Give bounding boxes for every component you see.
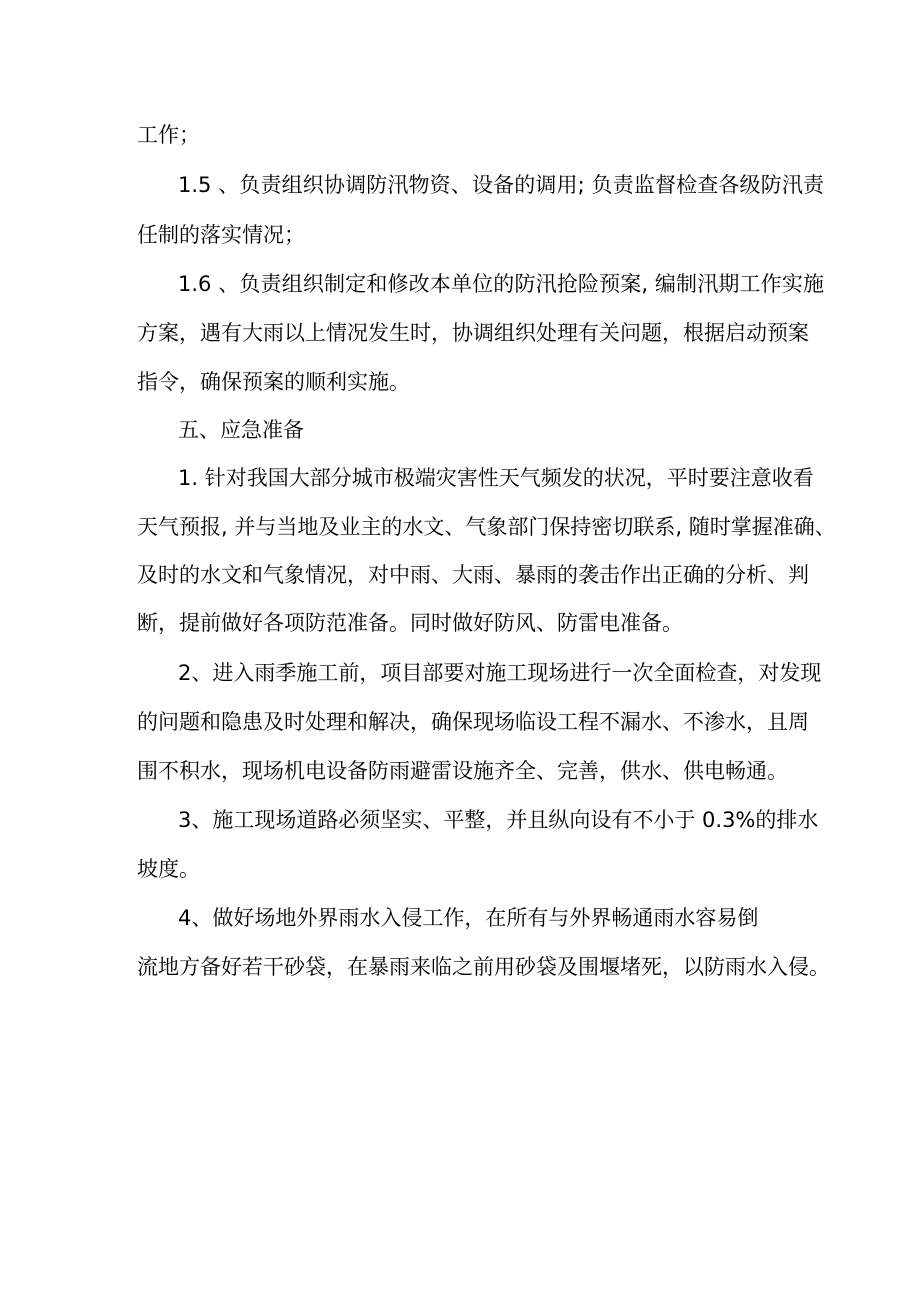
paragraph-line: 4、做好场地外界雨水入侵工作，在所有与外界畅通雨水容易倒 <box>178 906 759 930</box>
paragraph-line: 方案，遇有大雨以上情况发生时，协调组织处理有关问题，根据启动预案 <box>137 321 809 345</box>
paragraph-line: 天气预报, 并与当地及业主的水文、气象部门保持密切联系, 随时掌握准确、 <box>137 515 836 539</box>
paragraph-line: 1.6 、负责组织制定和修改本单位的防汛抢险预案, 编制汛期工作实施 <box>178 272 824 296</box>
paragraph-line: 3、施工现场道路必须坚实、平整，并且纵向设有不小于 0.3%的排水 <box>178 808 819 832</box>
paragraph-line: 1.5 、负责组织协调防汛物资、设备的调用; 负责监督检查各级防汛责 <box>178 173 824 197</box>
paragraph-line: 1. 针对我国大部分城市极端灾害性天气频发的状况，平时要注意收看 <box>178 466 814 490</box>
paragraph-line: 的问题和隐患及时处理和解决，确保现场临设工程不漏水、不渗水，且周 <box>137 710 809 734</box>
paragraph-line: 工作； <box>137 123 200 147</box>
paragraph-line: 流地方备好若干砂袋，在暴雨来临之前用砂袋及围堰堵死，以防雨水入侵。 <box>137 955 830 979</box>
paragraph-line: 指令，确保预案的顺利实施。 <box>137 370 410 394</box>
paragraph-line: 围不积水，现场机电设备防雨避雷设施齐全、完善，供水、供电畅通。 <box>137 759 788 783</box>
paragraph-line: 断，提前做好各项防范准备。同时做好防风、防雷电准备。 <box>137 611 683 635</box>
paragraph-line: 坡度。 <box>137 857 200 881</box>
paragraph-line: 任制的落实情况； <box>137 223 305 247</box>
paragraph-line: 及时的水文和气象情况，对中雨、大雨、暴雨的袭击作出正确的分析、判 <box>137 563 809 587</box>
section-heading: 五、应急准备 <box>178 418 304 442</box>
paragraph-line: 2、进入雨季施工前，项目部要对施工现场进行一次全面检查，对发现 <box>178 661 822 685</box>
